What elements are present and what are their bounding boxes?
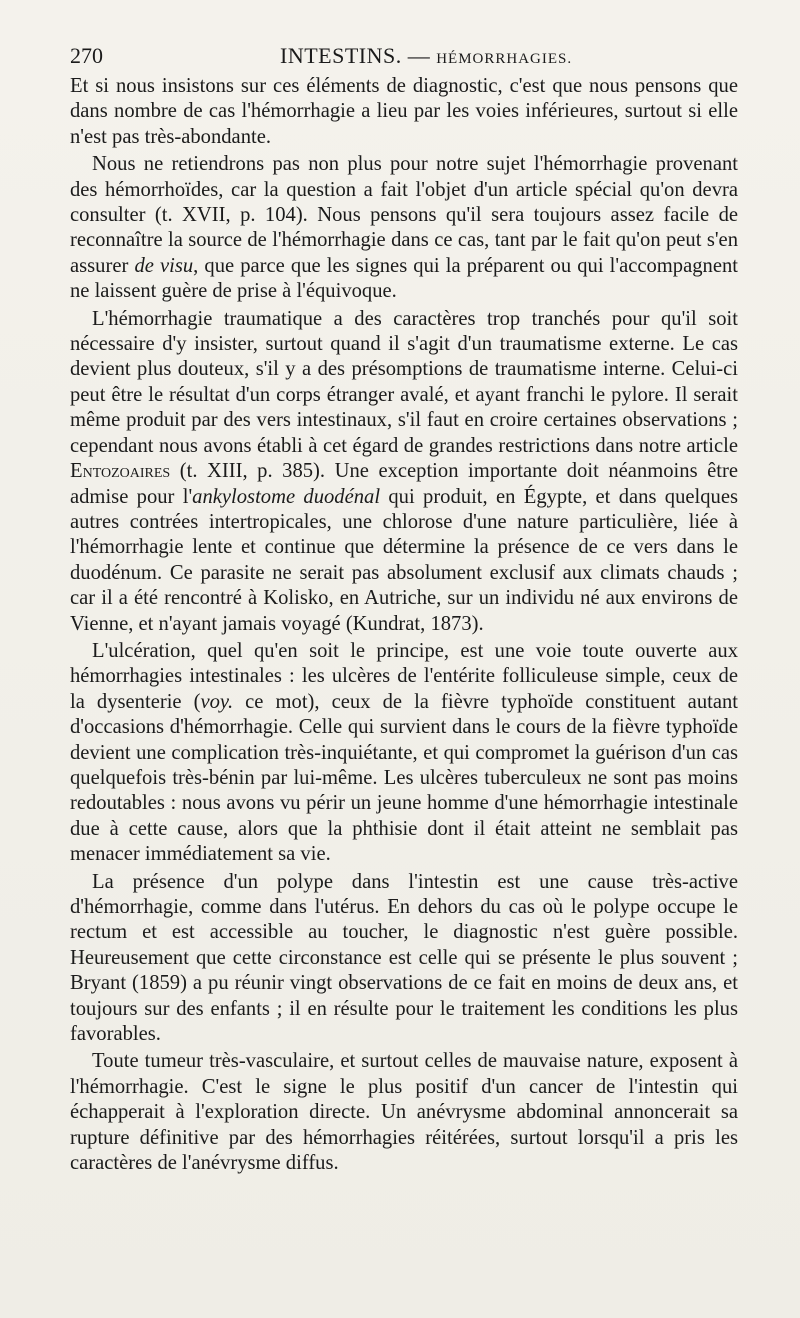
- running-head: [280, 38, 572, 77]
- paragraph-5: [70, 870, 738, 1048]
- paragraph-1: [70, 74, 738, 150]
- paragraph-text-mid: (t. XIII, p. 385). Une exception importante doit néanmoins être admise pour l': [70, 460, 738, 508]
- small-caps-term: Entozoaires: [70, 460, 171, 483]
- paragraph-4: [70, 639, 738, 868]
- italic-phrase: de visu: [134, 254, 194, 277]
- paragraph-text-after: ce mot), ceux de la fièvre typhoïde constituent autant d'occasions d'hémorrhagie. Celle qui survient dans le cours de la fièvre typhoïde devient une complication très-inquiétante, et qui compromet la guérison d'un cas quelquefois très-bénin par lui-même. Les ulcères tuberculeux ne sont pas moins redoutables : nous avons vu périr un jeune homme d'une hémorrhagie intestinale due à cette cause, alors que la phthisie dont il était atteint ne semblait pas menacer immédiatement sa vie.: [70, 690, 738, 866]
- paragraph-text-after: qui produit, en Égypte, et dans quelques autres contrées intertropicales, une chlorose d'une nature particulière, liée à l'hémorrhagie lente et continue que détermine la présence de ce vers dans le duodénum. Ce parasite ne serait pas absolument exclusif aux climats chauds ; car il a été rencontré à Kolisko, en Autriche, sur un individu né aux environs de Vienne, et n'ayant jamais voyagé (Kundrat, 1873).: [70, 485, 738, 635]
- paragraph-text: L'hémorrhagie traumatique a des caractères trop tranchés pour qu'il soit nécessaire d'y insister, surtout quand il s'agit d'un traumatisme externe. Le cas devient plus douteux, s'il y a des présomptions de traumatisme interne. Celui-ci peut être le résultat d'un corps étranger avalé, et ayant franchi le pylore. Il serait même produit par des vers intestinaux, s'il faut en croire certaines observations ; cependant nous avons établi à cet égard de grandes restrictions dans notre article: [70, 307, 738, 457]
- italic-phrase: ankylostome duodénal: [192, 485, 381, 508]
- running-head-title: INTESTINS.: [280, 43, 402, 68]
- paragraph-text: L'ulcération, quel qu'en soit le principe, est une voie toute ouverte aux hémorrhagies intestinales : les ulcères de l'entérite folliculeuse simple, ceux de la dysenterie (: [70, 639, 738, 713]
- paragraph-3: [70, 307, 738, 637]
- body-text: [70, 74, 738, 1176]
- italic-phrase: voy.: [200, 690, 234, 713]
- paragraph-text: Et si nous insistons sur ces éléments de diagnostic, c'est que nous pensons que dans nombre de cas l'hémorrhagie a lieu par les voies inférieures, surtout si elle n'est pas très-abondante.: [70, 75, 738, 148]
- paragraph-6: [70, 1049, 738, 1176]
- paragraph-text: La présence d'un polype dans l'intestin est une cause très-active d'hémorrhagie, comme dans l'utérus. En dehors du cas où le polype occupe le rectum et est accessible au toucher, le diagnostic n'est guère possible. Heureusement que cette circonstance est celle qui se présente le plus souvent ; Bryant (1859) a pu réunir vingt observations de ce fait en moins de deux ans, et toujours sur des enfants ; il en résulte pour le traitement les conditions les plus favorables.: [70, 870, 738, 1046]
- running-head-subtitle: HÉMORRHAGIES.: [436, 51, 573, 67]
- paragraph-2: [70, 152, 738, 304]
- running-head-separator: —: [407, 43, 431, 68]
- page-number: 270: [70, 43, 103, 68]
- paragraph-text: Toute tumeur très-vasculaire, et surtout celles de mauvaise nature, exposent à l'hémorrhagie. C'est le signe le plus positif d'un cancer de l'intestin qui échapperait à l'exploration directe. Un anévrysme abdominal annoncerait sa rupture définitive par des hémorrhagies réitérées, surtout lorsqu'il a pris les caractères de l'anévrysme diffus.: [70, 1050, 738, 1175]
- paragraph-text: Nous ne retiendrons pas non plus pour notre sujet l'hémorrhagie provenant des hémorrhoïdes, car la question a fait l'objet d'un article spécial qu'on devra consulter (t. XVII, p. 104). Nous pensons qu'il sera toujours assez facile de reconnaître la source de l'hémorrhagie dans ce cas, tant par le fait qu'on peut s'en assurer: [70, 153, 738, 277]
- page-header: [70, 38, 740, 74]
- paragraph-text-after: , que parce que les signes qui la préparent ou qui l'accompagnent ne laissent guère de prise à l'équivoque.: [70, 254, 738, 303]
